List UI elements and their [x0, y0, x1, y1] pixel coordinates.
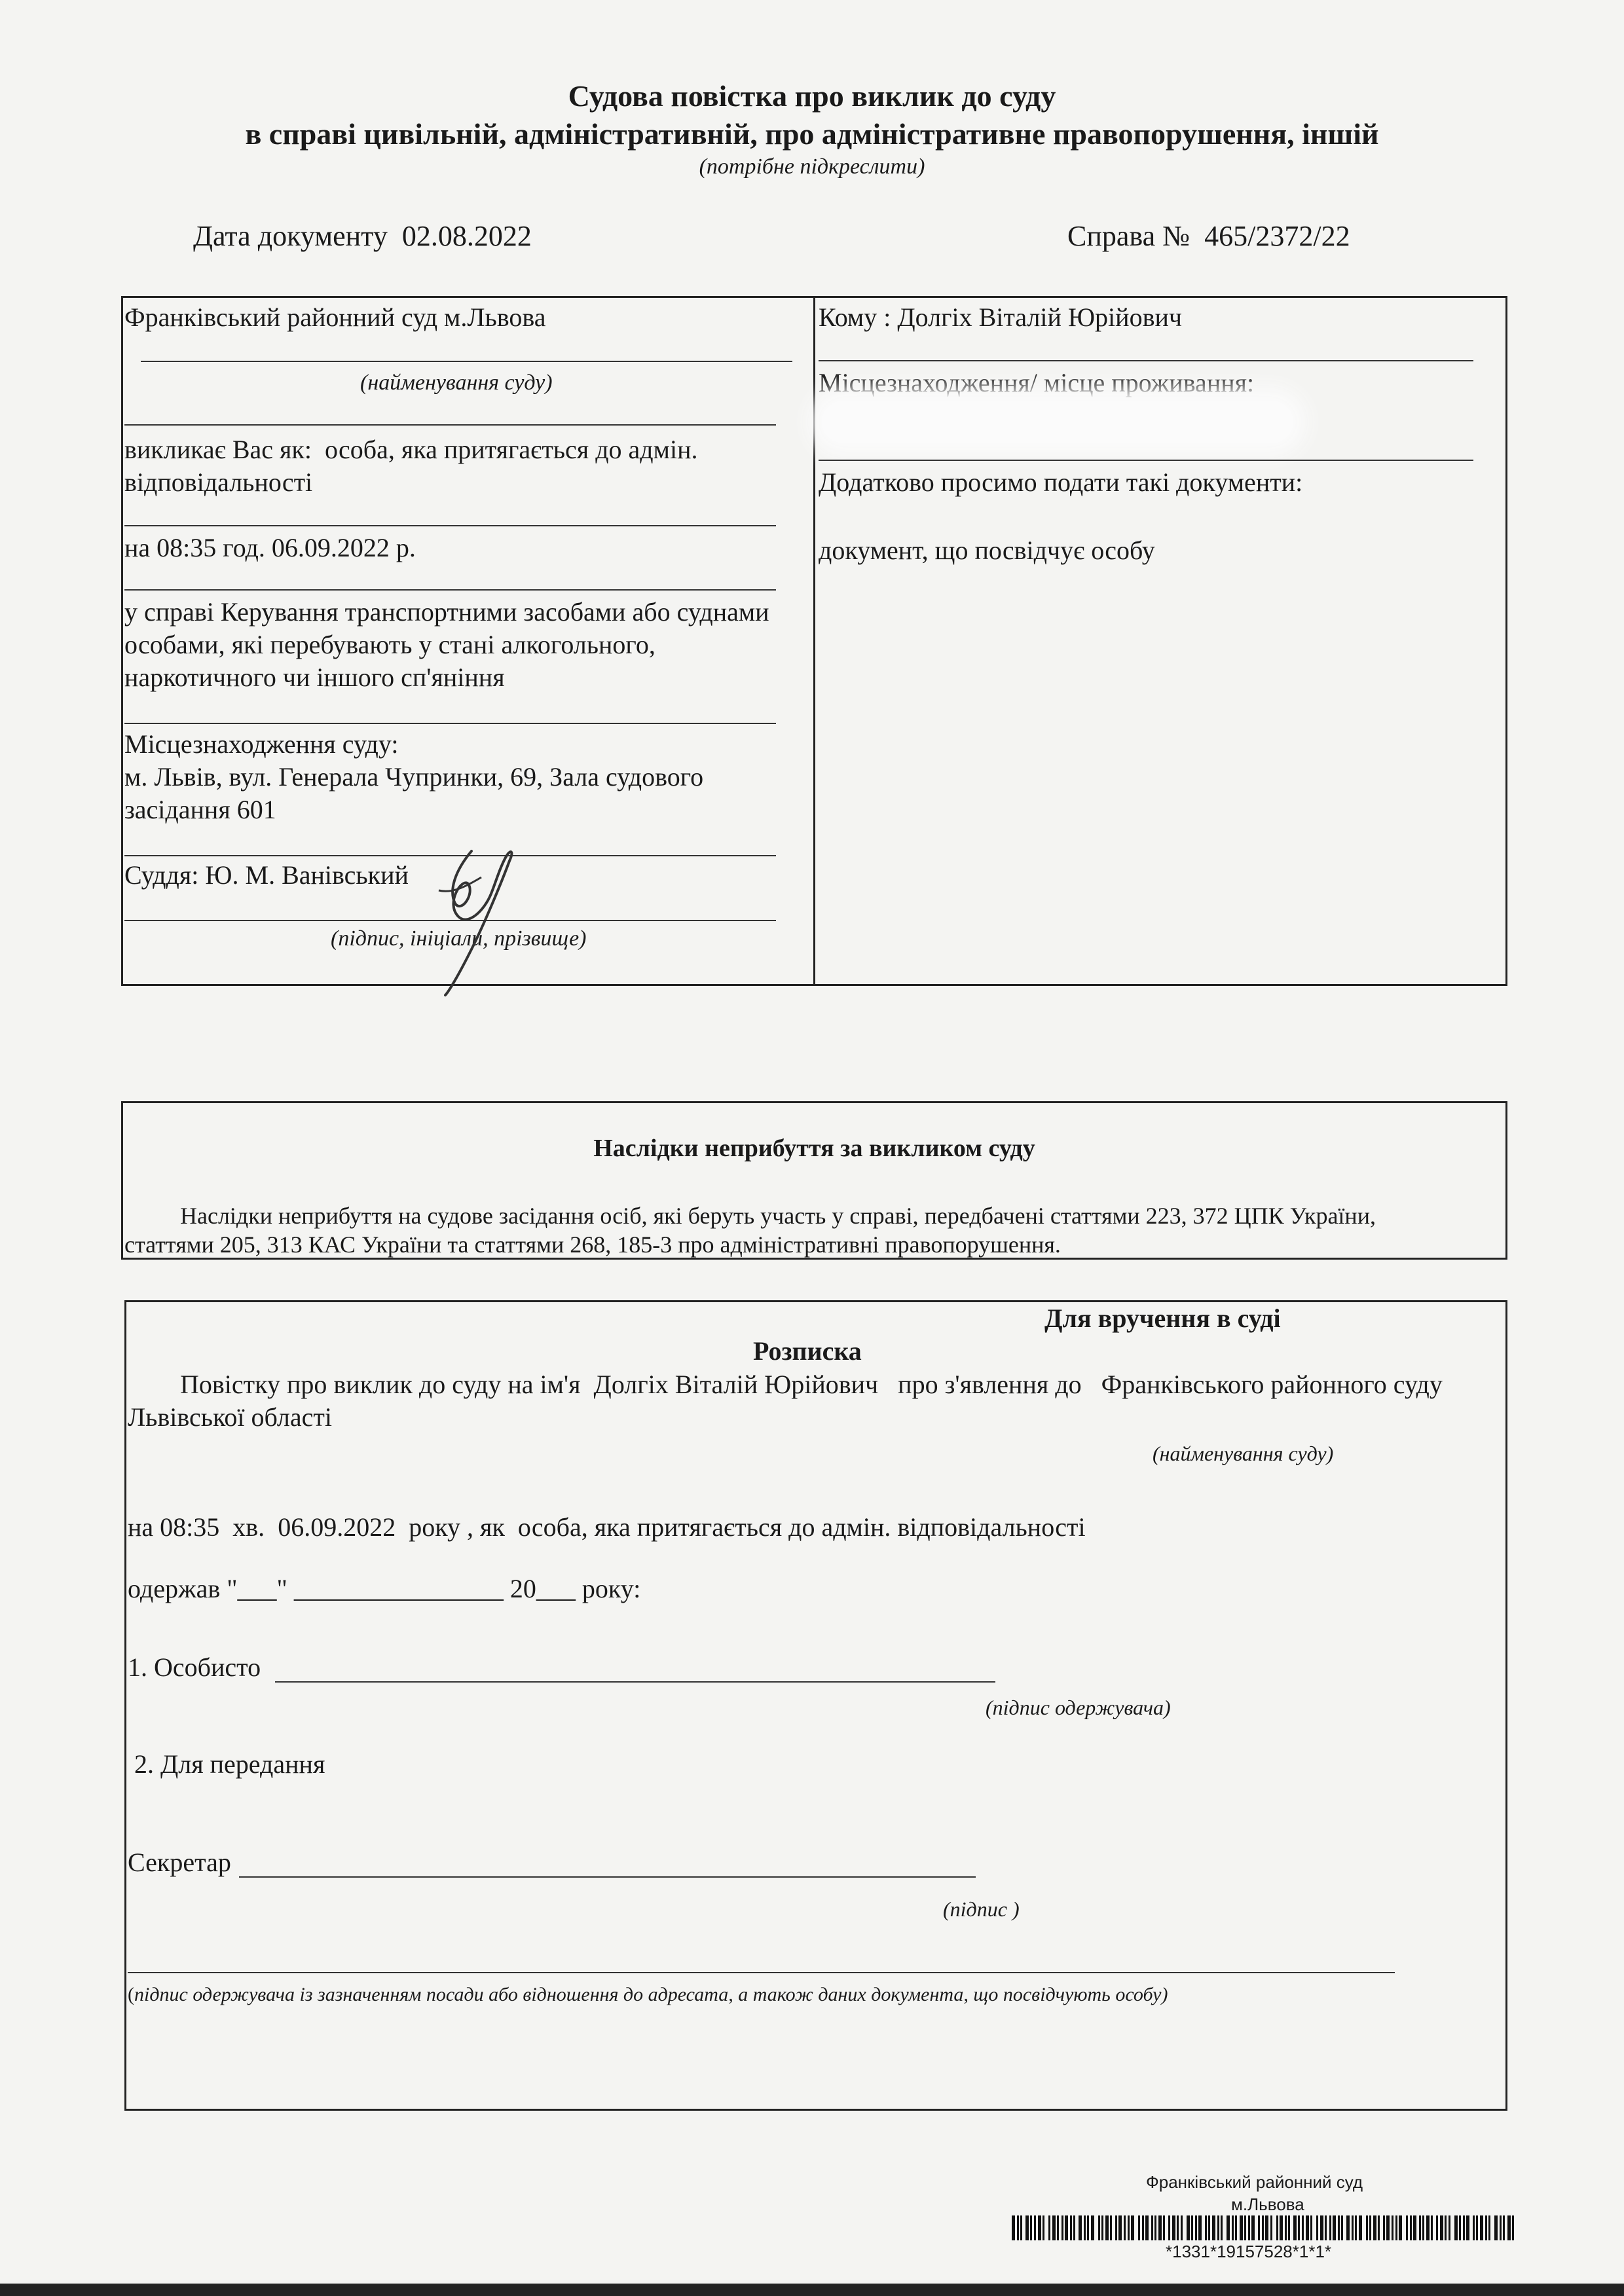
underline-hint: (потрібне підкреслити)	[699, 155, 925, 179]
barcode-bar	[1392, 2215, 1393, 2240]
barcode-bar	[1172, 2215, 1175, 2240]
barcode-bar	[1436, 2215, 1438, 2240]
barcode-bar	[1310, 2215, 1312, 2240]
hearing-time	[124, 532, 416, 564]
secretary-label: Секретар	[128, 1848, 231, 1877]
barcode-bar	[1406, 2215, 1408, 2240]
summons-as	[124, 433, 805, 499]
receipt-time-unit: хв.	[232, 1512, 265, 1542]
barcode-bar	[1346, 2215, 1350, 2240]
barcode-bar	[1168, 2215, 1170, 2240]
barcode-bar	[1181, 2215, 1183, 2240]
barcode-bar	[1288, 2215, 1290, 2240]
barcode-bar	[1466, 2215, 1469, 2240]
hearing-date-suffix: р.	[396, 533, 416, 562]
barcode-bar	[1488, 2215, 1490, 2240]
barcode-bar	[1485, 2215, 1487, 2240]
barcode-bar	[1195, 2215, 1197, 2240]
case-subject	[124, 596, 769, 694]
barcode-bar	[1065, 2215, 1068, 2240]
barcode-bar	[1355, 2215, 1357, 2240]
barcode-bar	[1087, 2215, 1089, 2240]
receipt-time-line	[128, 1511, 1086, 1544]
documents-label: Додатково просимо подати такі документи:	[819, 467, 1303, 497]
barcode-bar	[1419, 2215, 1421, 2240]
barcode-bar	[1503, 2215, 1505, 2240]
barcode-bar	[1395, 2215, 1397, 2240]
court-location-label: Місцезнаходження суду:	[124, 729, 399, 759]
document-date	[193, 219, 532, 253]
barcode-bar	[1198, 2215, 1202, 2240]
barcode-bar	[1440, 2215, 1443, 2240]
barcode-bar	[1341, 2215, 1343, 2240]
personal-label: 1. Особисто	[128, 1652, 261, 1682]
barcode-bar	[1235, 2215, 1237, 2240]
barcode-bar	[1240, 2215, 1243, 2240]
residence-label: Місцезнаходження/ місце проживання:	[819, 368, 1255, 397]
documents-value: документ, що посвідчує особу	[819, 536, 1155, 565]
footer-court-line2: м.Львова	[1231, 2195, 1304, 2214]
barcode-bar	[1494, 2215, 1498, 2240]
barcode-bar	[1128, 2215, 1130, 2240]
barcode-bar	[1061, 2215, 1063, 2240]
barcode-bar	[1302, 2215, 1304, 2240]
barcode-bar	[1293, 2215, 1297, 2240]
barcode-bar	[1473, 2215, 1475, 2240]
hearing-time-unit: год.	[223, 533, 265, 562]
judge	[124, 859, 409, 892]
bottom-hint-paren: (	[128, 1984, 134, 2005]
barcode-bar	[1205, 2215, 1207, 2240]
barcode-bar	[1378, 2215, 1380, 2240]
barcode-bar	[1258, 2215, 1260, 2240]
scan-edge	[0, 2284, 1624, 2296]
barcode-bar	[1038, 2215, 1041, 2240]
summons-as-label: викликає Вас як:	[124, 435, 312, 464]
barcode-bar	[1431, 2215, 1433, 2240]
consequences-title: Наслідки неприбуття за викликом суду	[593, 1135, 1035, 1162]
barcode-bar	[1352, 2215, 1354, 2240]
barcode-bar	[1057, 2215, 1059, 2240]
barcode-bar	[1138, 2215, 1140, 2240]
barcode-bar	[1248, 2215, 1250, 2240]
barcode-bar	[1177, 2215, 1179, 2240]
recipient-label: Кому :	[819, 302, 891, 332]
barcode-bar	[1422, 2215, 1424, 2240]
barcode-bar	[1459, 2215, 1461, 2240]
barcode-bar	[1316, 2215, 1318, 2240]
court-location-line1: м. Львів, вул. Генерала Чупринки, 69, Зала судового	[124, 762, 704, 792]
barcode-bar	[1034, 2215, 1036, 2240]
barcode-bar	[1399, 2215, 1402, 2240]
barcode-bar	[1359, 2215, 1362, 2240]
barcode-bar	[1012, 2215, 1015, 2240]
recipient	[819, 301, 1182, 334]
barcode-bar	[1333, 2215, 1336, 2240]
case-number-value: 465/2372/22	[1204, 220, 1350, 252]
barcode-bar	[1383, 2215, 1385, 2240]
barcode-bar	[1025, 2215, 1029, 2240]
signature-hint: (підпис, ініціали, прізвище)	[331, 926, 587, 951]
barcode-bar	[1124, 2215, 1126, 2240]
court-location-line2: засідання 601	[124, 795, 276, 824]
barcode-bar	[1325, 2215, 1327, 2240]
receipt-role: особа, яка притягається до адмін. відповідальності	[517, 1512, 1086, 1542]
recipient-sig-hint: (підпис одержувача)	[986, 1696, 1171, 1719]
case-number-label: Справа №	[1067, 220, 1190, 252]
barcode-bar	[1413, 2215, 1416, 2240]
document-date-value: 02.08.2022	[401, 220, 532, 252]
barcode-bar	[1084, 2215, 1086, 2240]
judge-name: Ю. М. Ванівський	[205, 860, 409, 890]
barcode-bar	[1463, 2215, 1465, 2240]
barcode-bar	[1217, 2215, 1219, 2240]
court-name-hint: (найменування суду)	[360, 371, 553, 395]
barcode-bar	[1476, 2215, 1478, 2240]
document-title-line1: Судова повістка про виклик до суду	[568, 79, 1056, 113]
redacted-address	[822, 401, 1293, 443]
summons-as-value: особа, яка притягається до адмін. відповідальності	[124, 435, 698, 497]
barcode-bar	[1105, 2215, 1109, 2240]
barcode-bar	[1221, 2215, 1223, 2240]
secretary-sig-hint: (підпис )	[943, 1897, 1020, 1921]
receipt-time: 08:35	[160, 1512, 220, 1542]
barcode-bar	[1251, 2215, 1255, 2240]
barcode-bar	[1020, 2215, 1022, 2240]
barcode-bar	[1158, 2215, 1162, 2240]
receipt-title: Розписка	[753, 1336, 862, 1366]
barcode-bar	[1480, 2215, 1483, 2240]
document-date-label: Дата документу	[193, 220, 388, 252]
barcode-bar	[1449, 2215, 1450, 2240]
receipt-line1-text: Повістку про виклик до суду на ім'я	[180, 1370, 581, 1399]
receipt-recipient-name: Долгіх Віталій Юрійович	[593, 1370, 879, 1399]
barcode-bar	[1280, 2215, 1283, 2240]
barcode-bar	[1110, 2215, 1112, 2240]
barcode-bar	[1244, 2215, 1246, 2240]
barcode-bar	[1017, 2215, 1019, 2240]
receipt-court-name: Франківського районного суду	[1101, 1370, 1443, 1399]
summons-box-divider	[813, 296, 815, 986]
barcode-bar	[1369, 2215, 1371, 2240]
barcode-bar	[1306, 2215, 1309, 2240]
barcode-bar	[1098, 2215, 1100, 2240]
barcode-bar	[1101, 2215, 1103, 2240]
transfer-label: 2. Для передання	[134, 1749, 325, 1779]
hearing-date-value: 06.09.2022	[271, 533, 390, 562]
received-line: одержав "___" ________________ 20___ року:	[128, 1574, 641, 1603]
receipt-court-hint: (найменування суду)	[1153, 1442, 1334, 1465]
barcode-bar	[1030, 2215, 1032, 2240]
barcode-bar	[1142, 2215, 1144, 2240]
case-subject-line3: наркотичного чи іншого сп'яніння	[124, 663, 505, 692]
barcode	[1012, 2215, 1516, 2240]
recipient-name: Долгіх Віталій Юрійович	[897, 302, 1182, 332]
barcode-bar	[1276, 2215, 1278, 2240]
barcode-bar	[1191, 2215, 1193, 2240]
barcode-bar	[1043, 2215, 1044, 2240]
barcode-bar	[1154, 2215, 1156, 2240]
barcode-bar	[1048, 2215, 1050, 2240]
receipt-year-text: року , як	[409, 1512, 505, 1542]
barcode-bar	[1454, 2215, 1458, 2240]
barcode-bar	[1270, 2215, 1272, 2240]
document-title-line2: в справі цивільній, адміністративній, про адміністративне правопорушення, іншій	[245, 117, 1379, 151]
barcode-bar	[1265, 2215, 1268, 2240]
receipt-line1-text2: про з'явлення до	[898, 1370, 1082, 1399]
barcode-bar	[1338, 2215, 1340, 2240]
barcode-bar	[1151, 2215, 1153, 2240]
case-number	[1067, 219, 1350, 253]
barcode-bar	[1426, 2215, 1430, 2240]
case-subject-line1: у справі Керування транспортними засобами або суднами	[124, 597, 769, 627]
receipt-time-prefix: на	[128, 1512, 154, 1542]
consequences-text-line1: Наслідки неприбуття на судове засідання осіб, які беруть участь у справі, передбачені статтями 223, 372 ЦПК України,	[180, 1203, 1376, 1229]
barcode-bar	[1163, 2215, 1165, 2240]
barcode-bar	[1410, 2215, 1412, 2240]
judge-label: Суддя:	[124, 860, 199, 890]
for-court-label: Для вручення в суді	[1044, 1303, 1281, 1333]
barcode-bar	[1131, 2215, 1134, 2240]
barcode-bar	[1227, 2215, 1230, 2240]
barcode-bar	[1386, 2215, 1390, 2240]
hearing-time-value: 08:35	[157, 533, 217, 562]
barcode-bar	[1507, 2215, 1511, 2240]
barcode-bar	[1445, 2215, 1447, 2240]
court-location	[124, 728, 703, 826]
barcode-bar	[1298, 2215, 1300, 2240]
barcode-text: *1331*19157528*1*1*	[1166, 2242, 1332, 2261]
barcode-bar	[1373, 2215, 1376, 2240]
barcode-bar	[1070, 2215, 1072, 2240]
receipt-line1	[180, 1368, 1443, 1401]
barcode-bar	[1232, 2215, 1234, 2240]
barcode-bar	[1118, 2215, 1122, 2240]
barcode-bar	[1329, 2215, 1331, 2240]
barcode-bar	[1212, 2215, 1215, 2240]
barcode-bar	[1079, 2215, 1082, 2240]
judge-signature-icon	[393, 831, 544, 1002]
case-subject-line2: особами, які перебувають у стані алкогольного,	[124, 630, 655, 659]
hearing-time-prefix: на	[124, 533, 151, 562]
barcode-bar	[1285, 2215, 1287, 2240]
barcode-bar	[1262, 2215, 1264, 2240]
barcode-bar	[1187, 2215, 1190, 2240]
bottom-hint	[128, 1984, 1168, 2006]
consequences-text-line2: статтями 205, 313 КАС України та статтями 268, 185-3 про адміністративні правопорушення.	[124, 1231, 1061, 1258]
barcode-bar	[1320, 2215, 1323, 2240]
footer-court-line1: Франківський районний суд	[1146, 2172, 1363, 2192]
bottom-hint-text: підпис одержувача із зазначенням посади або відношення до адресата, а також даних документа, що посвідчують особу)	[134, 1984, 1168, 2005]
court-name: Франківський районний суд м.Львова	[124, 302, 546, 332]
barcode-bar	[1073, 2215, 1075, 2240]
barcode-bar	[1091, 2215, 1094, 2240]
barcode-bar	[1366, 2215, 1368, 2240]
barcode-bar	[1208, 2215, 1210, 2240]
barcode-bar	[1500, 2215, 1502, 2240]
barcode-bar	[1115, 2215, 1117, 2240]
receipt-date: 06.09.2022	[278, 1512, 396, 1542]
barcode-bar	[1145, 2215, 1149, 2240]
receipt-line2: Львівської області	[128, 1402, 332, 1432]
barcode-bar	[1512, 2215, 1514, 2240]
barcode-bar	[1052, 2215, 1056, 2240]
